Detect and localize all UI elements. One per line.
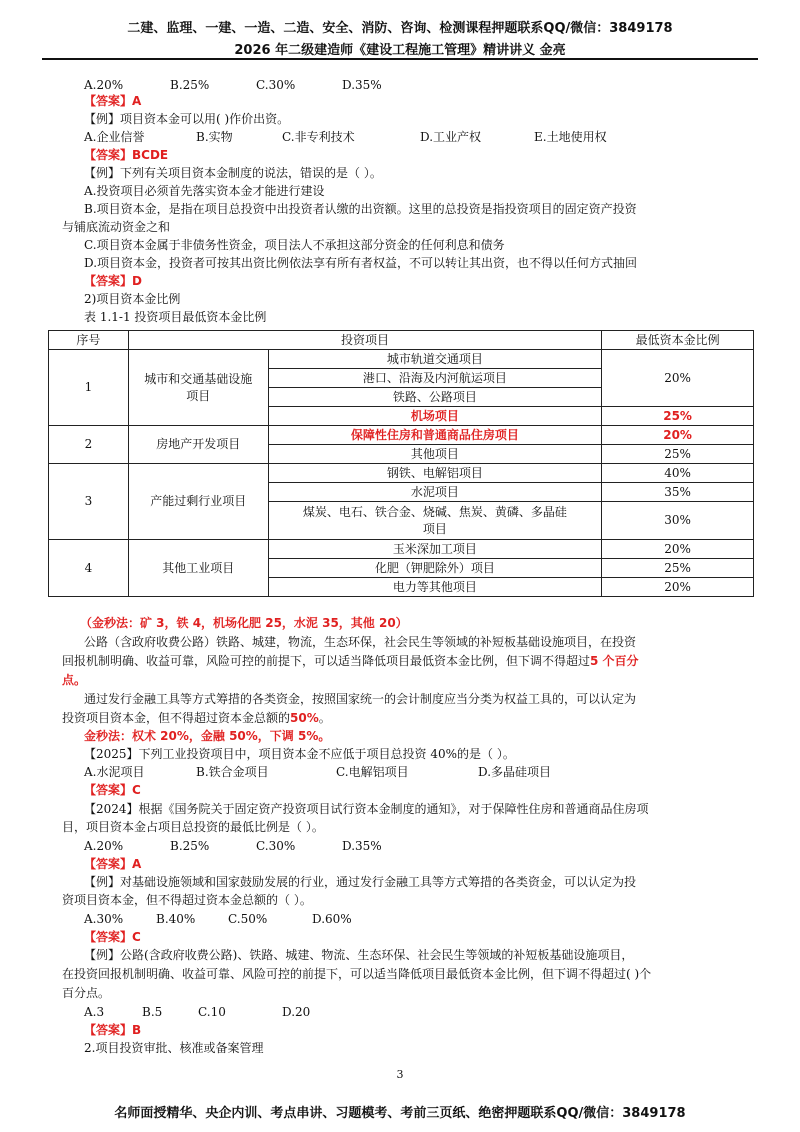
option: D.35% (342, 839, 382, 853)
option: C.非专利技术 (282, 130, 355, 144)
row-ratio-highlight: 25% (602, 407, 754, 426)
option: B.5 (142, 1005, 163, 1019)
option: A.30% (84, 912, 124, 926)
row-project: 化肥（钾肥除外）项目 (268, 559, 601, 578)
para1-highlight: 5 个百分 (590, 654, 639, 668)
para2-text: 。 (318, 711, 331, 725)
row-project (268, 502, 601, 540)
para1-line3: 点。 (62, 673, 87, 687)
option: A.水泥项目 (84, 765, 145, 779)
row-project: 电力等其他项目 (268, 578, 601, 597)
next-section-heading: 2.项目投资审批、核准或备案管理 (84, 1041, 264, 1055)
col-header-project: 投资项目 (128, 331, 601, 350)
para2-line2 (62, 710, 331, 726)
row-no: 4 (49, 540, 129, 597)
row-ratio: 30% (602, 502, 754, 540)
option: A.企业信誉 (84, 130, 145, 144)
q4-options (84, 838, 382, 854)
q1-options (84, 129, 607, 145)
para2-highlight: 50% (290, 711, 319, 725)
q2-option-c: C.项目资本金属于非债务性资金，项目法人不承担这部分资金的任何利息和债务 (84, 238, 505, 252)
mnemonic-1: （金秒法：矿 3，铁 4，机场化肥 25，水泥 35，其他 20） (80, 616, 408, 630)
row-category: 其他工业项目 (128, 540, 268, 597)
row-project: 其他项目 (268, 445, 601, 464)
col-header-no: 序号 (49, 331, 129, 350)
row-ratio-highlight: 20% (602, 426, 754, 445)
q5-options (84, 911, 352, 927)
q2-option-a: A.投资项目必须首先落实资本金才能进行建设 (84, 184, 325, 198)
row-project: 铁路、公路项目 (268, 388, 601, 407)
para1-line1: 公路（含政府收费公路）铁路、城建，物流，生态环保，社会民生等领域的补短板基础设施项目，在投资 (84, 635, 637, 649)
option: C.30% (256, 839, 296, 853)
para2-line1: 通过发行金融工具等方式筹措的各类资金，按照国家统一的会计制度应当分类为权益工具的，可以认定为 (84, 692, 637, 706)
row-ratio: 25% (602, 445, 754, 464)
q6-stem-line1: 【例】公路(含政府收费公路)、铁路、城建、物流、生态环保、社会民生等领域的补短板基础设施项目， (84, 948, 634, 962)
para1-text: 回报机制明确、收益可靠，风险可控的前提下，可以适当降低项目最低资本金比例，但下调不得超过 (62, 654, 591, 668)
option: B.实物 (196, 130, 233, 144)
option: B.25% (170, 839, 210, 853)
q2-option-b: B.项目资本金，是指在项目总投资中出投资者认缴的出资额。这里的总投资是指投资项目的固定资产投资 (84, 202, 637, 216)
row-ratio: 20% (602, 540, 754, 559)
row-category: 城市和交通基础设施项目 (128, 350, 268, 426)
option: B.25% (170, 78, 210, 92)
header-contact: 二建、监理、一建、一造、二造、安全、消防、咨询、检测课程押题联系QQ/微信：3849178 (127, 21, 673, 36)
row-project: 钢铁、电解铝项目 (268, 464, 601, 483)
row-project: 城市轨道交通项目 (268, 350, 601, 369)
option: D.35% (342, 78, 382, 92)
q2-option-d: D.项目资本金，投资者可按其出资比例依法享有所有者权益，不可以转让其出资，也不得以任何方式抽回 (84, 256, 638, 270)
q4-stem-line2: 目，项目资本金占项目总投资的最低比例是（ ）。 (62, 820, 324, 834)
q3-stem: 【2025】下列工业投资项目中，项目资本金不应低于项目总投资 40%的是（ ）。 (84, 747, 515, 761)
row-ratio: 25% (602, 559, 754, 578)
page-number: 3 (396, 1068, 404, 1081)
option: E.土地使用权 (534, 130, 607, 144)
option: C.电解铝项目 (336, 765, 409, 779)
footer-contact: 名师面授精华、央企内训、考点串讲、习题模考、考前三页纸、绝密押题联系QQ/微信：3849178 (114, 1106, 686, 1121)
row-project-line: 煤炭、电石、铁合金、烧碱、焦炭、黄磷、多晶硅 (302, 504, 567, 519)
option: B.40% (156, 912, 196, 926)
row-no: 3 (49, 464, 129, 540)
row-project-line: 项目 (422, 521, 447, 536)
row-ratio: 20% (602, 350, 754, 407)
option: A.3 (84, 1005, 105, 1019)
option: C.10 (198, 1005, 226, 1019)
row-category: 房地产开发项目 (128, 426, 268, 464)
q0-options (84, 77, 382, 93)
option: B.铁合金项目 (196, 765, 269, 779)
q4-answer: 【答案】A (84, 857, 142, 871)
para1-line2 (62, 653, 639, 669)
q6-stem-line2: 在投资回报机制明确、收益可靠、风险可控的前提下，可以适当降低项目最低资本金比例，但下调不得超过( )个 (62, 967, 652, 981)
option: A.20% (84, 78, 124, 92)
option: C.30% (256, 78, 296, 92)
mnemonic-2: 金秒法：权术 20%，金融 50%，下调 5%。 (84, 729, 331, 743)
section-heading: 2)项目资本金比例 (84, 292, 181, 306)
q3-answer: 【答案】C (84, 783, 141, 797)
option: D.60% (312, 912, 352, 926)
q6-options (84, 1004, 310, 1020)
row-project-highlight: 机场项目 (268, 407, 601, 426)
q2-option-b-cont: 与铺底流动资金之和 (62, 220, 171, 234)
col-header-ratio: 最低资本金比例 (602, 331, 754, 350)
q0-answer: 【答案】A (84, 94, 142, 108)
row-category: 产能过剩行业项目 (128, 464, 268, 540)
capital-ratio-table (48, 330, 754, 597)
row-project: 港口、沿海及内河航运项目 (268, 369, 601, 388)
para2-text: 投资项目资本金，但不得超过资本金总额的 (62, 711, 291, 725)
q6-answer: 【答案】B (84, 1023, 142, 1037)
header-divider (42, 58, 758, 60)
q1-stem: 【例】项目资本金可以用( )作价出资。 (84, 112, 290, 126)
row-ratio: 35% (602, 483, 754, 502)
row-project: 玉米深加工项目 (268, 540, 601, 559)
header-title: 2026 年二级建造师《建设工程施工管理》精讲讲义 金亮 (234, 43, 566, 58)
q3-options (84, 764, 551, 780)
option: D.多晶硅项目 (478, 765, 552, 779)
q4-stem-line1: 【2024】根据《国务院关于固定资产投资项目试行资本金制度的通知》，对于保障性住房和普通商品住房项 (84, 802, 649, 816)
option: D.工业产权 (420, 130, 482, 144)
option: A.20% (84, 839, 124, 853)
q5-stem-line2: 资项目资本金，但不得超过资本金总额的（ ）。 (62, 893, 312, 907)
q2-stem: 【例】下列有关项目资本金制度的说法，错误的是（ ）。 (84, 166, 382, 180)
row-ratio: 40% (602, 464, 754, 483)
table-title: 表 1.1-1 投资项目最低资本金比例 (84, 310, 267, 324)
q5-answer: 【答案】C (84, 930, 141, 944)
row-no: 1 (49, 350, 129, 426)
q1-answer: 【答案】BCDE (84, 148, 169, 162)
option: D.20 (282, 1005, 311, 1019)
q2-answer: 【答案】D (84, 274, 142, 288)
option: C.50% (228, 912, 268, 926)
row-ratio: 20% (602, 578, 754, 597)
row-no: 2 (49, 426, 129, 464)
row-project: 水泥项目 (268, 483, 601, 502)
q6-stem-line3: 百分点。 (62, 986, 111, 1000)
row-project-highlight: 保障性住房和普通商品住房项目 (268, 426, 601, 445)
q5-stem-line1: 【例】对基础设施领域和国家鼓励发展的行业，通过发行金融工具等方式筹措的各类资金，可以认定为投 (84, 875, 637, 889)
